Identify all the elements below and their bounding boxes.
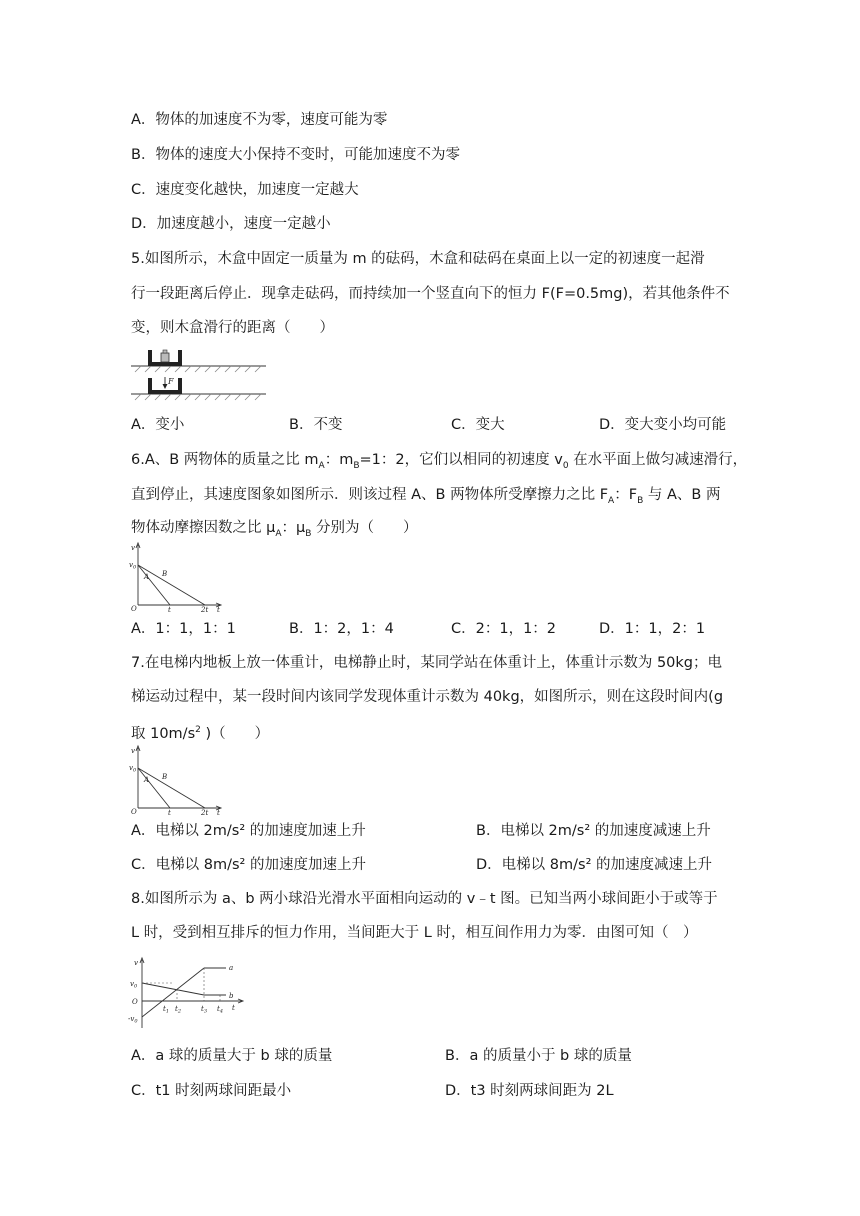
svg-text:v0: $v_0$ xyxy=(129,764,137,774)
svg-text:O: O xyxy=(131,605,137,613)
q8-stem-line2: L 时，受到相互排斥的恒力作用，当间距大于 L 时，相互间作用力为零．由图可知（ ） xyxy=(131,925,698,941)
svg-text:a: a xyxy=(229,964,234,972)
q5-force-label: F xyxy=(168,377,174,386)
q7-option-b: B．电梯以 2m/s² 的加速度减速上升 xyxy=(476,823,711,839)
q6-vt-graph xyxy=(128,541,224,613)
q5-option-c: C．变大 xyxy=(451,417,505,433)
q7-stem-line1: 7.在电梯内地板上放一体重计，电梯静止时，某同学站在体重计上，体重计示数为 50kg；电 xyxy=(131,655,722,671)
q8-vt-graph xyxy=(128,956,248,1032)
q8-option-b: B．a 的质量小于 b 球的质量 xyxy=(445,1048,632,1064)
q6-stem-line3: 物体动摩擦因数之比 $\mu_A$：$\mu_B$ 分别为（ ） xyxy=(131,520,418,539)
svg-text:O: O xyxy=(131,808,137,816)
q4-option-d: D．加速度越小，速度一定越小 xyxy=(131,216,331,232)
svg-text:-v0: $-v_0$ xyxy=(128,1015,138,1025)
q8-option-d: D．t3 时刻两球间距为 2L xyxy=(445,1083,614,1099)
svg-text:B: B xyxy=(162,570,168,578)
q4-option-b: B．物体的速度大小保持不变时，可能加速度不为零 xyxy=(131,147,460,163)
q6-stem-line1: 6.A、B 两物体的质量之比 $m_A$：$m_B=1$：2，它们以相同的初速度 $v_0$ 在水平面上做匀减速滑行， xyxy=(131,452,748,471)
svg-text:A: A xyxy=(144,573,150,581)
svg-text:t1: $t_1$ xyxy=(163,1005,170,1015)
svg-text:b: b xyxy=(229,992,234,1000)
svg-text:A: A xyxy=(144,776,150,784)
q8-option-c: C．t1 时刻两球间距最小 xyxy=(131,1083,292,1099)
q7-vt-graph xyxy=(128,744,224,816)
q7-option-d: D．电梯以 8m/s² 的加速度减速上升 xyxy=(476,857,712,873)
svg-text:t: t xyxy=(217,809,220,817)
svg-text:v0: $v_0$ xyxy=(130,980,138,990)
q6-option-b: B．1：2，1：4 xyxy=(289,621,394,637)
svg-text:v: v xyxy=(131,544,135,552)
svg-text:O: O xyxy=(132,998,138,1006)
svg-text:t: t xyxy=(217,606,220,614)
q8-stem-line1: 8.如图所示为 a、b 两小球沿光滑水平面相向运动的 v﹣t 图。已知当两小球间距小于或等于 xyxy=(131,891,718,907)
svg-text:2t: 2t xyxy=(201,809,209,817)
svg-text:t: t xyxy=(168,606,171,614)
q6-stem-line2: 直到停止，其速度图象如图所示．则该过程 A、B 两物体所受摩擦力之比 $F_A$：$F_B$ 与 A、B 两 xyxy=(131,487,721,506)
q4-option-c: C．速度变化越快，加速度一定越大 xyxy=(131,182,359,198)
svg-text:B: B xyxy=(162,773,168,781)
q6-option-c: C．2：1，1：2 xyxy=(451,621,557,637)
q7-option-c: C．电梯以 8m/s² 的加速度加速上升 xyxy=(131,857,366,873)
q5-box-figure xyxy=(131,346,266,398)
svg-text:t4: $t_4$ xyxy=(217,1005,224,1015)
svg-text:t: t xyxy=(232,1004,235,1012)
svg-text:v0: $v_0$ xyxy=(129,561,137,571)
q8-option-a: A．a 球的质量大于 b 球的质量 xyxy=(131,1048,333,1064)
q5-stem-line1: 5.如图所示，木盒中固定一质量为 m 的砝码，木盒和砝码在桌面上以一定的初速度一起滑 xyxy=(131,251,705,267)
svg-text:t3: $t_3$ xyxy=(201,1005,208,1015)
svg-text:2t: 2t xyxy=(201,606,209,614)
q5-stem-line3: 变，则木盒滑行的距离（ ） xyxy=(131,320,334,336)
q4-option-a: A．物体的加速度不为零，速度可能为零 xyxy=(131,112,388,128)
q6-option-a: A．1：1，1：1 xyxy=(131,621,236,637)
q7-option-a: A．电梯以 2m/s² 的加速度加速上升 xyxy=(131,823,366,839)
q5-option-a: A．变小 xyxy=(131,417,185,433)
q5-stem-line2: 行一段距离后停止．现拿走砝码，而持续加一个竖直向下的恒力 F(F=0.5mg)，若其他条件不 xyxy=(131,286,730,302)
svg-text:t: t xyxy=(168,809,171,817)
q5-option-b: B．不变 xyxy=(289,417,343,433)
q6-option-d: D．1：1，2：1 xyxy=(599,621,706,637)
q7-stem-line3: 取 $10m/s^2$ )（ ） xyxy=(131,725,270,742)
q5-option-d: D．变大变小均可能 xyxy=(599,417,727,433)
svg-text:v: v xyxy=(131,747,135,755)
svg-text:v: v xyxy=(134,959,138,967)
q7-stem-line2: 梯运动过程中，某一段时间内该同学发现体重计示数为 40kg，如图所示，则在这段时间内(g xyxy=(131,689,724,705)
svg-text:t2: $t_2$ xyxy=(175,1005,182,1015)
